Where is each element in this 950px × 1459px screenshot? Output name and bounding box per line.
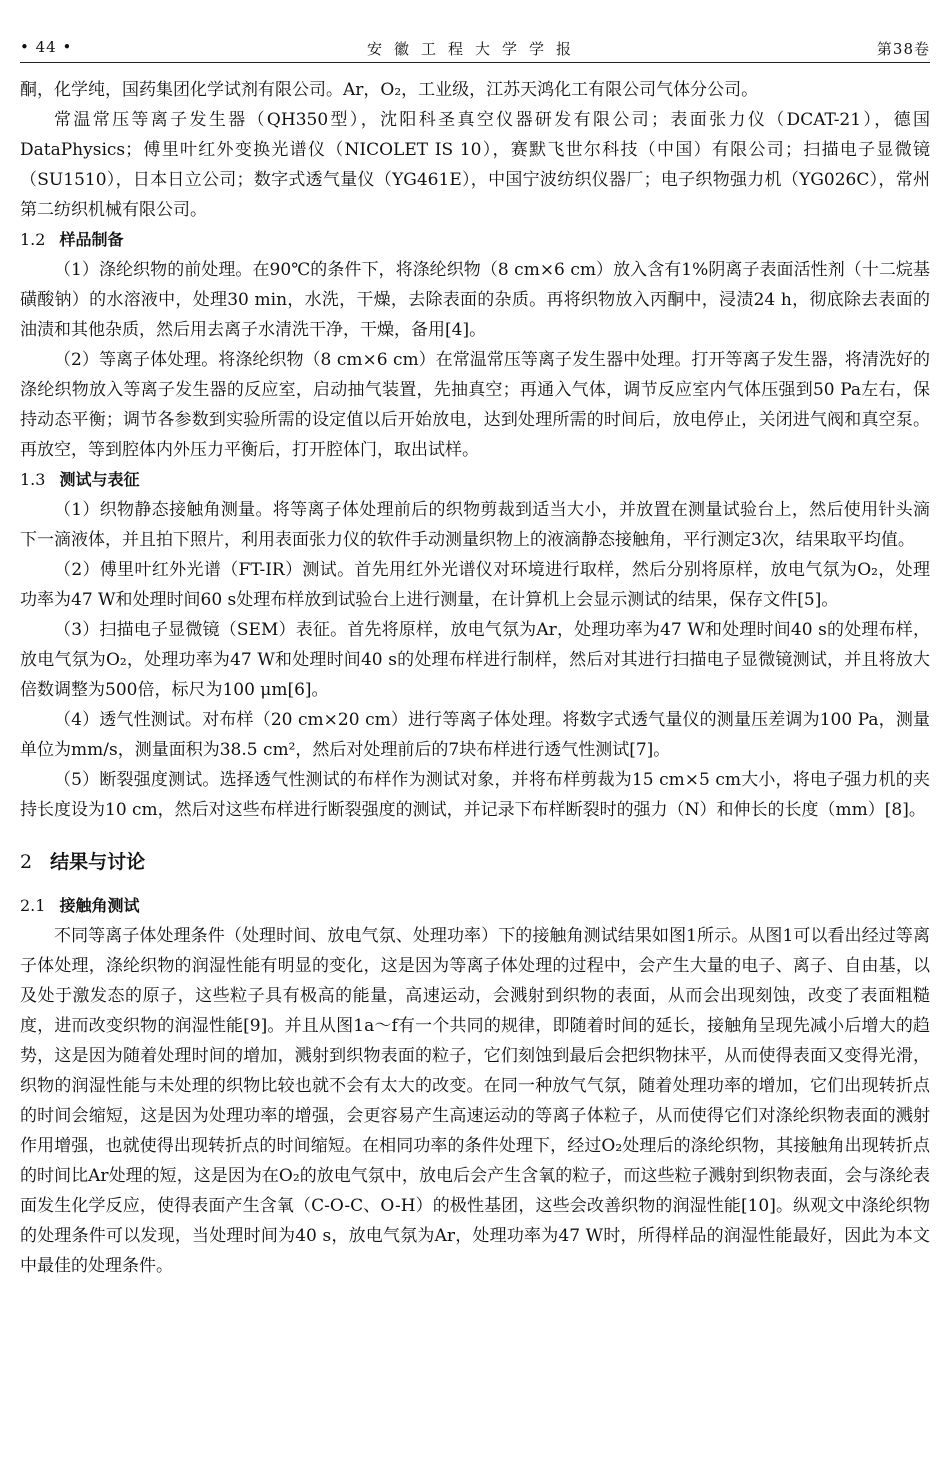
list-item: （4）透气性测试。对布样（20 cm×20 cm）进行等离子体处理。将数字式透气量仪的测量压差调为100 Pa，测量单位为mm/s，测量面积为38.5 cm²，然后对处理前后的7块布样进行透气性测试[7]。 — [20, 710, 930, 760]
subsection-title: 测试与表征 — [59, 470, 140, 489]
running-header — [20, 0, 930, 63]
list-item: （2）等离子体处理。将涤纶织物（8 cm×6 cm）在常温常压等离子发生器中处理。打开等离子发生器，将清洗好的涤纶织物放入等离子发生器的反应室，启动抽气装置，先抽真空；再通入气体，调节反应室内气体压强到50 Pa左右，保持动态平衡；调节各参数到实验所需的设定值以后开始放电，达到处理所需的时间后，放电停止，关闭进气阀和真空泵。再放空，等到腔体内外压力平衡后，打开腔体门，取出试样。 — [20, 350, 930, 460]
paragraph-contact-angle: 不同等离子体处理条件（处理时间、放电气氛、处理功率）下的接触角测试结果如图1所示。从图1可以看出经过等离子体处理，涤纶织物的润湿性能有明显的变化，这是因为等离子体处理的过程中，会产生大量的电子、离子、自由基，以及处于激发态的原子，这些粒子具有极高的能量，高速运动，会溅射到织物的表面，从而会出现刻蚀，改变了表面粗糙度，进而改变织物的润湿性能[9]。并且从图1a～f有一个共同的规律，即随着时间的延长，接触角呈现先减小后增大的趋势，这是因为随着处理时间的增加，溅射到织物表面的粒子，它们刻蚀到最后会把织物抹平，从而使得表面又变得光滑，织物的润湿性能与未处理的织物比较也就不会有太大的改变。在同一种放气气氛，随着处理功率的增加，它们出现转折点的时间会缩短，这是因为处理功率的增强，会更容易产生高速运动的等离子体粒子，从而使得它们对涤纶织物表面的溅射作用增强，也就使得出现转折点的时间缩短。在相同功率的条件处理下，经过O₂处理后的涤纶织物，其接触角出现转折点的时间比Ar处理的短，这是因为在O₂的放电气氛中，放电后会产生含氧的粒子，而这些粒子溅射到织物表面，会与涤纶表面发生化学反应，使得表面产生含氧（C-O-C、O-H）的极性基团，这些会改善织物的润湿性能[10]。纵观文中涤纶织物的处理条件可以发现，当处理时间为40 s，放电气氛为Ar，处理功率为47 W时，所得样品的润湿性能最好，因此为本文中最佳的处理条件。 — [20, 926, 930, 1276]
list-item: （2）傅里叶红外光谱（FT-IR）测试。首先用红外光谱仪对环境进行取样，然后分别将原样，放电气氛为O₂，处理功率为47 W和处理时间60 s处理布样放到试验台上进行测量，在计算机上会显示测试的结果，保存文件[5]。 — [20, 560, 930, 610]
subsection-number: 1.3 — [20, 470, 46, 489]
subsection-heading-1-3 — [20, 465, 930, 495]
list-item: （1）涤纶织物的前处理。在90℃的条件下，将涤纶织物（8 cm×6 cm）放入含有1%阴离子表面活性剂（十二烷基磺酸钠）的水溶液中，处理30 min，水洗，干燥，去除表面的杂质。再将织物放入丙酮中，浸渍24 h，彻底除去表面的油渍和其他杂质，然后用去离子水清洗干净，干燥，备用[4]。 — [20, 260, 930, 340]
list-item: （1）织物静态接触角测量。将等离子体处理前后的织物剪裁到适当大小，并放置在测量试验台上，然后使用针头滴下一滴液体，并且拍下照片，利用表面张力仪的软件手动测量织物上的液滴静态接触角，平行测定3次，结果取平均值。 — [20, 500, 930, 550]
volume-label: 第38卷 — [876, 40, 930, 58]
section-title: 结果与讨论 — [50, 851, 146, 873]
list-item: （5）断裂强度测试。选择透气性测试的布样作为测试对象，并将布样剪裁为15 cm×5 cm大小，将电子强力机的夹持长度设为10 cm，然后对这些布样进行断裂强度的测试，并记录下布样断裂时的强力（N）和伸长的长度（mm）[8]。 — [20, 770, 930, 820]
paragraph-continued: 酮，化学纯，国药集团化学试剂有限公司。Ar，O₂，工业级，江苏天鸿化工有限公司气体分公司。 — [20, 80, 759, 100]
subsection-heading-2-1 — [20, 891, 930, 921]
subsection-title: 接触角测试 — [59, 896, 140, 915]
page — [20, 0, 930, 1281]
page-number: • 44 • — [20, 38, 73, 56]
subsection-title: 样品制备 — [59, 230, 124, 249]
article-body — [20, 75, 930, 1281]
subsection-heading-1-2 — [20, 225, 930, 255]
list-item: （3）扫描电子显微镜（SEM）表征。首先将原样，放电气氛为Ar，处理功率为47 W和处理时间40 s的处理布样，放电气氛为O₂，处理功率为47 W和处理时间40 s的处理布样进行制样，然后对其进行扫描电子显微镜测试，并且将放大倍数调整为500倍，标尺为100 μm[6]。 — [20, 620, 930, 700]
section-number: 2 — [20, 851, 33, 873]
subsection-number: 1.2 — [20, 230, 46, 249]
section-heading-2 — [20, 847, 930, 877]
paragraph-equipment: 常温常压等离子发生器（QH350型），沈阳科圣真空仪器研发有限公司；表面张力仪（DCAT-21），德国DataPhysics；傅里叶红外变换光谱仪（NICOLET IS 10），赛默飞世尔科技（中国）有限公司；扫描电子显微镜（SU1510），日本日立公司；数字式透气量仪（YG461E），中国宁波纺织仪器厂；电子织物强力机（YG026C），常州第二纺织机械有限公司。 — [20, 110, 930, 220]
subsection-number: 2.1 — [20, 896, 46, 915]
journal-title: 安徽工程大学学报 — [366, 40, 583, 58]
